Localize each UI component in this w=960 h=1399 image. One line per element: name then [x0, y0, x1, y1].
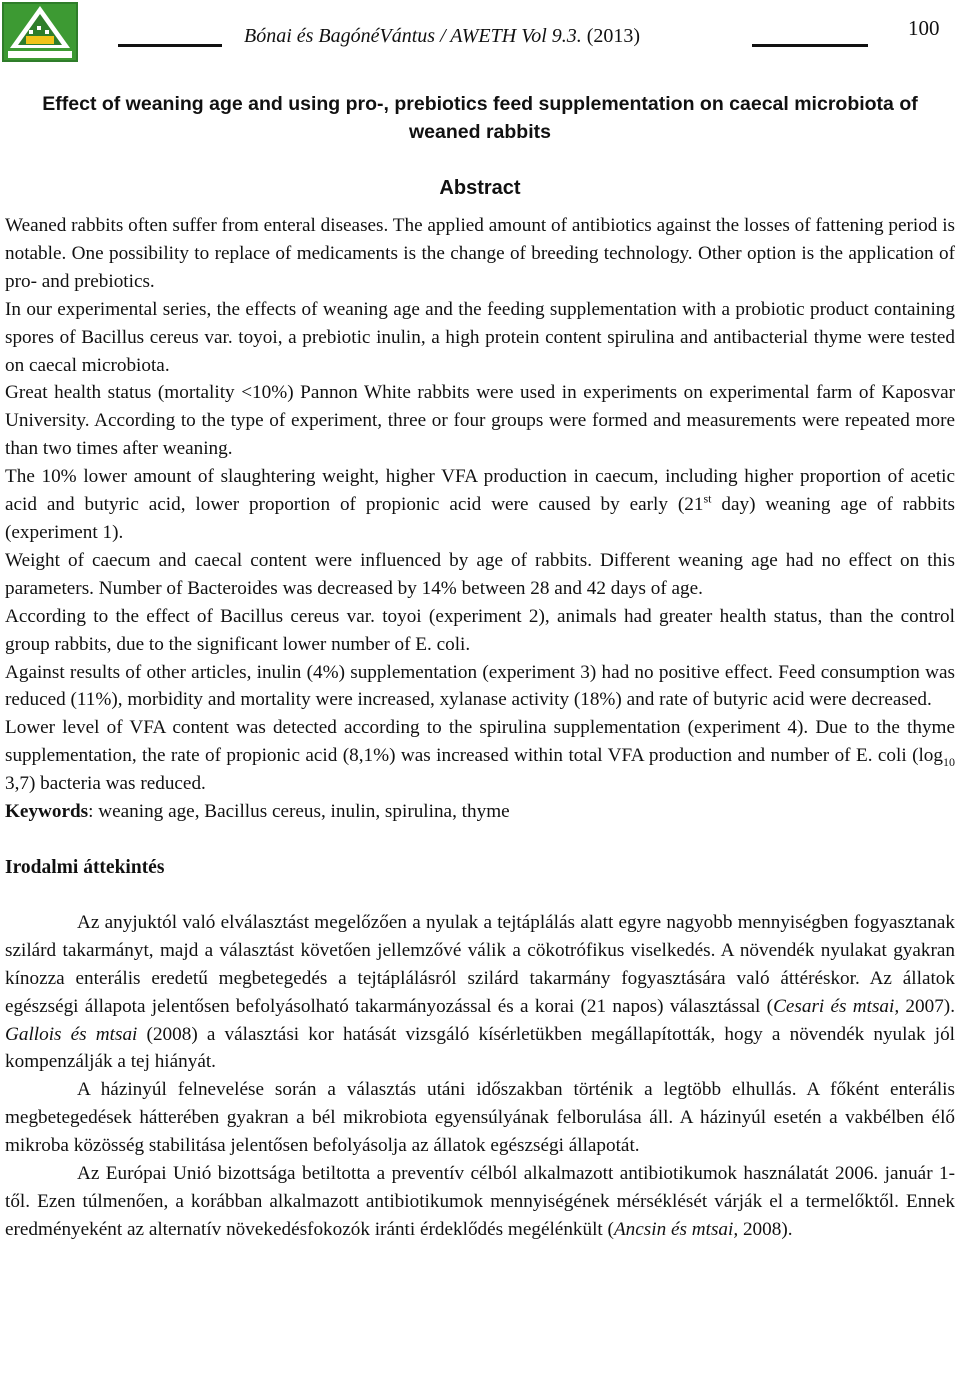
- text-run: The 10% lower amount of slaughtering weight, higher VFA production in caecum, including higher proportion of acetic acid and butyric acid, lower proportion of propionic acid were caused by early (21: [5, 466, 955, 516]
- keywords: [5, 798, 955, 826]
- text-run: 3,7) bacteria was reduced.: [5, 773, 206, 795]
- article-title: Effect of weaning age and using pro-, prebiotics feed supplementation on caecal microbiota of weaned rabbits: [42, 93, 918, 143]
- abstract-paragraph: Great health status (mortality <10%) Pannon White rabbits were used in experiments on experimental farm of Kaposvar University. According to the type of experiment, three or four groups were formed and measurements were repeated more than two times after weaning.: [5, 382, 955, 460]
- keywords-list: : weaning age, Bacillus cereus, inulin, spirulina, thyme: [88, 801, 510, 823]
- abstract-paragraph: [5, 463, 955, 547]
- citation: Ancsin és mtsai,: [613, 1218, 739, 1240]
- abstract-paragraph: Against results of other articles, inulin (4%) supplementation (experiment 3) had no positive effect. Feed consumption was reduced (11%), morbidity and mortality were increased, xylanase activity (18%) and rate of butyric acid were decreased.: [5, 661, 955, 711]
- page-header: [0, 0, 960, 70]
- abstract-paragraph: In our experimental series, the effects of weaning age and the feeding supplementation with a probiotic product containing spores of Bacillus cereus var. toyoi, a prebiotic inulin, a high protein content spirulina and antibacterial thyme were tested on caecal microbiota.: [5, 298, 955, 376]
- text-run: Az anyjuktól való elválasztást megelőzően a nyulak a tejtáplálás alatt egyre nagyobb mennyiségben fogyasztanak szilárd takarmányt, majd a választást követően jellemzővé válik a cökotrófikus viselkedés. A növendék nyulakat gyakran kínozza enterális eredetű megbetegedés a tejtáplálásról szilárd takarmány fogyasztására való áttéréskor. Az állatok egészségi állapota jelentősen befolyásolható takarmányozással és a korai (21 napos) választással (: [5, 911, 955, 1017]
- journal-ref: Bónai és BagónéVántus / AWETH Vol 9.3.: [244, 25, 582, 47]
- text-run: 2007).: [899, 995, 955, 1017]
- text-run: day) weaning age of rabbits (experiment 1).: [5, 494, 955, 543]
- section-heading: Irodalmi áttekintés: [5, 856, 165, 878]
- citation: Gallois és mtsai: [5, 1023, 138, 1045]
- journal-year: (2013): [586, 25, 641, 47]
- text-run: 2008).: [738, 1218, 793, 1240]
- header-rule-left: [118, 44, 222, 47]
- abstract-paragraph: According to the effect of Bacillus cereus var. toyoi (experiment 2), animals had greater health status, than the control group rabbits, due to the significant lower number of E. coli.: [5, 605, 955, 655]
- text-run: Lower level of VFA content was detected according to the spirulina supplementation (experiment 4). Due to the thyme supplementation, the rate of propionic acid (8,1%) was increased within total VFA production and number of E. coli (log: [5, 717, 955, 767]
- page-number: 100: [908, 16, 940, 40]
- keywords-label: Keywords: [5, 801, 89, 823]
- abstract-paragraph: Weaned rabbits often suffer from enteral diseases. The applied amount of antibiotics against the losses of fattening period is notable. One possibility to replace of medicaments is the change of breeding technology. Other option is the application of pro- and prebiotics.: [5, 215, 955, 292]
- body-paragraph: [5, 909, 955, 1076]
- header-rule-right: [752, 44, 868, 47]
- running-head: [244, 25, 640, 48]
- abstract-paragraph: Weight of caecum and caecal content were influenced by age of rabbits. Different weaning age had no effect on this parameters. Number of Bacteroides was decreased by 14% between 28 and 42 days of age.: [5, 549, 955, 599]
- journal-logo-icon: [2, 2, 78, 62]
- superscript: st: [703, 491, 712, 506]
- citation: Cesari és mtsai,: [773, 995, 900, 1017]
- article-body: [5, 90, 955, 1244]
- body-paragraph: [5, 1160, 955, 1244]
- text-run: (2008) a választási kor hatását vizsgáló kísérletükben megállapították, hogy a növendék nyulak jól kompenzálják a tej hiányát.: [5, 1023, 955, 1073]
- subscript: 10: [943, 755, 955, 770]
- body-paragraph: A házinyúl felnevelése során a választás utáni időszakban történik a legtöbb elhullás. A főként enterális megbetegedések hátterében gyakran a bél mikrobiota egyensúlyának felborulása áll. A házinyúl esetén a vakbélben élő mikroba közösség stabilitása jelentősen befolyásolja az állatok egészségi állapotát.: [5, 1079, 955, 1157]
- text-run: Az Európai Unió bizottsága betiltotta a preventív célból alkalmazott antibiotikumok használatát 2006. január 1-től. Ezen túlmenően, a korábban alkalmazott antibiotikumok mennyiségének mérséklését várják el a termelőktől. Ennek eredményeként az alternatív növekedésfokozók iránti érdeklődés megélénkült (: [5, 1163, 955, 1240]
- abstract-paragraph: [5, 714, 955, 798]
- abstract-heading: Abstract: [439, 177, 521, 199]
